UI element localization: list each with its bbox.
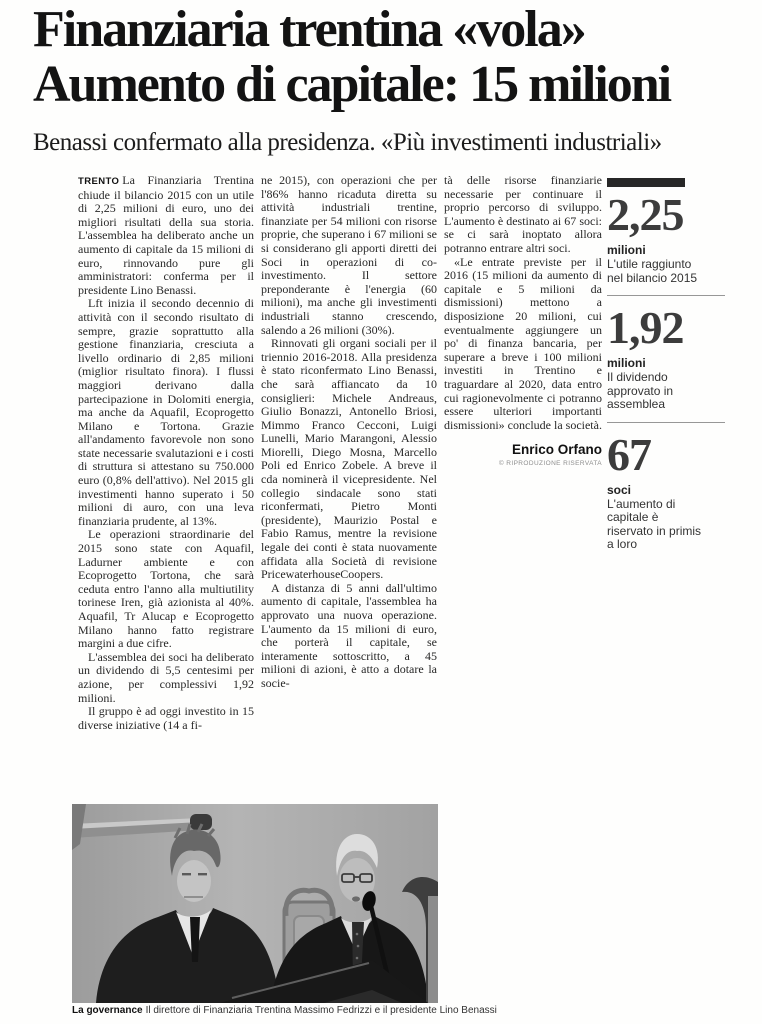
body-column-2 bbox=[261, 174, 437, 691]
body-paragraph: Lft inizia il secondo decennio di attività con il secondo risultato di sempre, grazie soprattutto alla gestione finanziaria, cresciuta a livello ordinario di 2,85 milioni (miglior risultato finora). I flussi maggiori derivano dalla partecipazione in Dolomiti energia, ma anche da Aquafil, Ecoprogetto Milano e Tortona. Grazie all'andamento favorevole non sono state necessarie svalutazioni e i costi di struttura si attestano su 750.000 euro (0,8% dell'attivo). Nel 2015 gli investimenti hanno superato i 50 milioni di auro, con una leva finanziaria prudente, al 13%. bbox=[78, 296, 254, 528]
body-paragraph: Il gruppo è ad oggi investito in 15 diverse iniziative (14 a fi- bbox=[78, 704, 254, 732]
key-number-value: 2,25 bbox=[607, 189, 684, 240]
key-number-unit: milioni bbox=[607, 356, 646, 370]
body-paragraph: Le operazioni straordinarie del 2015 sono state con Aquafil, Ladurner ambiente e con Ecoprogetto Tortona, che sarà ceduta entro l'anno alla multiutility torinese Iren, già azionista al 40%. Aquafil, Tr Alucap e Ecoprogetto Milano hanno fatto registrare margini a due cifre. bbox=[78, 527, 254, 651]
key-number-item bbox=[607, 303, 757, 412]
headline-line-2: Aumento di capitale: 15 milioni bbox=[33, 56, 671, 113]
key-number-description: Il dividendo approvato in assemblea bbox=[607, 370, 674, 411]
body-paragraph: Rinnovati gli organi sociali per il triennio 2016-2018. Alla presidenza è stato riconfermato Lino Benassi, che sarà affiancato da 10 consiglieri: Michele Andreaus, Giulio Bonazzi, Antonello Briosi, Mimmo Franco Cecconi, Luigi Lunelli, Mario Marangoni, Alessio Miorelli, Diego Mosna, Marcello Poli ed Enrico Zobele. A breve il cda nominerà il vicepresidente. Nel collegio sindacale sono stati riconfermati, Pietro Monti (presidente), Maurizio Postal e Fabio Ramus, mentre la revisione legale dei conti è stata nuovamente affidata alla Società di revisione PricewaterhouseCoopers. bbox=[261, 336, 437, 582]
key-number-description: L'aumento di capitale è riservato in primis a loro bbox=[607, 496, 702, 551]
paragraph-text: La Finanziaria Trentina chiude il bilancio 2015 con un utile di 2,25 milioni di euro, uno dei migliori risultati della sua storia. L'assemblea ha deliberato anche un aumento di capitale da 15 milioni di euro, rinnovando pure gli amministratori: conferma per il presidente Lino Benassi. bbox=[78, 173, 254, 297]
body-column-1 bbox=[78, 174, 254, 732]
sidebar-divider bbox=[607, 295, 725, 296]
section-marker-bar bbox=[607, 178, 685, 187]
key-number-description: L'utile raggiunto nel bilancio 2015 bbox=[607, 257, 698, 285]
caption-text: Il direttore di Finanziaria Trentina Massimo Fedrizzi e il presidente Lino Benassi bbox=[145, 1005, 497, 1016]
headline-line-1: Finanziaria trentina «vola» bbox=[33, 1, 585, 58]
governance-photo bbox=[72, 804, 438, 1003]
byline: Enrico Orfano bbox=[511, 442, 602, 458]
article-headline bbox=[33, 2, 749, 112]
photo-caption bbox=[72, 1005, 612, 1017]
copyright-notice: © RIPRODUZIONE RISERVATA bbox=[498, 460, 602, 468]
photo-illustration bbox=[72, 804, 438, 1003]
key-number-unit: soci bbox=[607, 482, 632, 497]
sidebar-divider bbox=[607, 422, 725, 423]
body-paragraph: tà delle risorse finanziarie necessarie per continuare il proprio percorso di sviluppo. L'aumento è destinato ai 67 soci: se ci sarà inoptato allora potranno entrare altri soci. bbox=[444, 173, 602, 255]
body-column-3 bbox=[444, 174, 602, 467]
key-number-value: 67 bbox=[607, 428, 651, 480]
body-paragraph: L'assemblea dei soci ha deliberato un dividendo di 5,5 centesimi per azione, per complessivi 1,92 milioni. bbox=[78, 649, 254, 705]
body-paragraph: ne 2015), con operazioni che per l'86% hanno ricaduta diretta su attività industriali trentine, finanziate per 54 milioni con risorse proprie, che superano i 67 milioni se si considerano gli apporti diretti dei Soci in operazioni di co-investimento. Il settore preponderante è l'energia (60 milioni), ma anche gli investimenti industriali stanno crescendo, salendo a 26 milioni (30%). bbox=[261, 173, 437, 337]
key-number-item bbox=[607, 190, 757, 285]
caption-label: La governance bbox=[72, 1005, 143, 1016]
article-deck: Benassi confermato alla presidenza. «Più investimenti industriali» bbox=[33, 129, 662, 156]
body-paragraph bbox=[78, 174, 254, 297]
key-numbers-sidebar bbox=[607, 178, 757, 552]
dateline: TRENTO bbox=[78, 176, 120, 187]
key-number-item bbox=[607, 430, 757, 552]
article-body bbox=[78, 174, 602, 732]
body-paragraph: «Le entrate previste per il 2016 (15 milioni da aumento di capitale e 5 milioni da dismissioni) mettono a disposizione 20 milioni, cui eventualmente aggiungere un po' di finanza bancaria, per superare a breve i 100 milioni investiti in Trentino e traguardare al 2020, data entro cui ragionevolmente ci potranno essere ulteriori importanti dismissioni» conclude la società. bbox=[444, 254, 602, 432]
key-number-unit: milioni bbox=[607, 243, 646, 257]
key-number-value: 1,92 bbox=[607, 302, 684, 353]
body-paragraph: A distanza di 5 anni dall'ultimo aumento di capitale, l'assemblea ha approvato una nuova operazione. L'aumento da 15 milioni di euro, che porterà il capitale, se interamente sottoscritto, a 45 milioni di azioni, è atto a dotare la socie- bbox=[261, 580, 437, 690]
